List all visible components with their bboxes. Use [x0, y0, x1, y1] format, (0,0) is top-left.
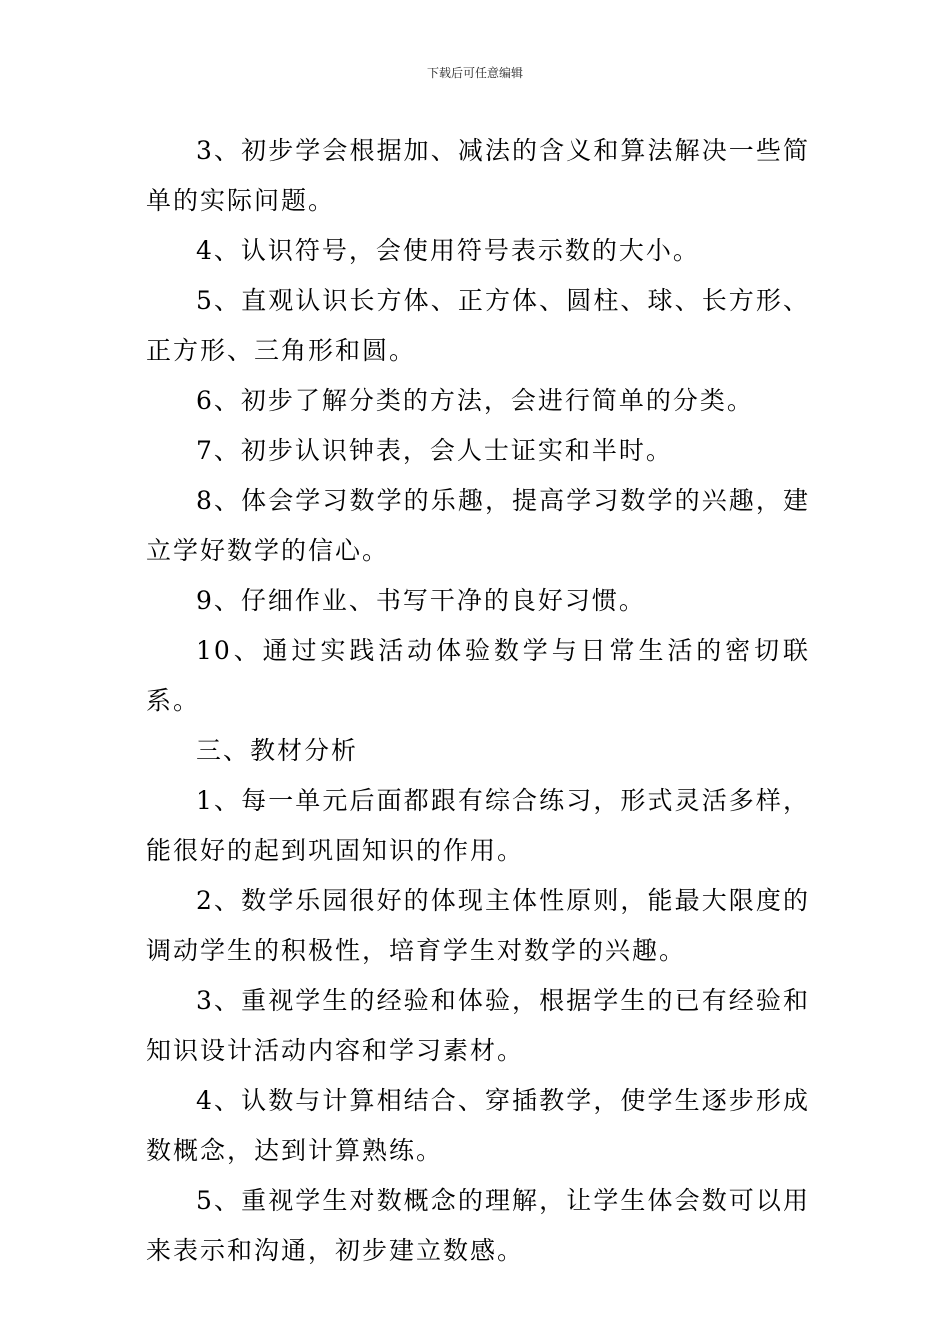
paragraph-analysis-1: 1、每一单元后面都跟有综合练习，形式灵活多样，能很好的起到巩固知识的作用。	[146, 786, 810, 865]
paragraph-goal-9: 9、仔细作业、书写干净的良好习惯。	[196, 586, 646, 615]
paragraph-goal-4: 4、认识符号，会使用符号表示数的大小。	[196, 236, 700, 265]
section-heading-textbook-analysis: 三、教材分析	[196, 736, 359, 765]
paragraph-goal-6: 6、初步了解分类的方法，会进行简单的分类。	[196, 386, 754, 415]
paragraph-goal-8: 8、体会学习数学的乐趣，提高学习数学的兴趣，建立学好数学的信心。	[146, 486, 810, 565]
paragraph-goal-7: 7、初步认识钟表，会人士证实和半时。	[196, 436, 673, 465]
paragraph-goal-3: 3、初步学会根据加、减法的含义和算法解决一些简单的实际问题。	[146, 136, 810, 215]
paragraph-goal-5: 5、直观认识长方体、正方体、圆柱、球、长方形、正方形、三角形和圆。	[146, 286, 810, 365]
paragraph-analysis-3: 3、重视学生的经验和体验，根据学生的已有经验和知识设计活动内容和学习素材。	[146, 986, 810, 1065]
page-header: 下载后可任意编辑	[426, 66, 523, 80]
document-body	[146, 126, 810, 1276]
paragraph-goal-10: 10、通过实践活动体验数学与日常生活的密切联系。	[146, 636, 810, 715]
paragraph-analysis-5: 5、重视学生对数概念的理解，让学生体会数可以用来表示和沟通，初步建立数感。	[146, 1186, 810, 1265]
paragraph-analysis-2: 2、数学乐园很好的体现主体性原则，能最大限度的调动学生的积极性，培育学生对数学的兴趣。	[146, 886, 810, 965]
paragraph-analysis-4: 4、认数与计算相结合、穿插教学，使学生逐步形成数概念，达到计算熟练。	[146, 1086, 810, 1165]
